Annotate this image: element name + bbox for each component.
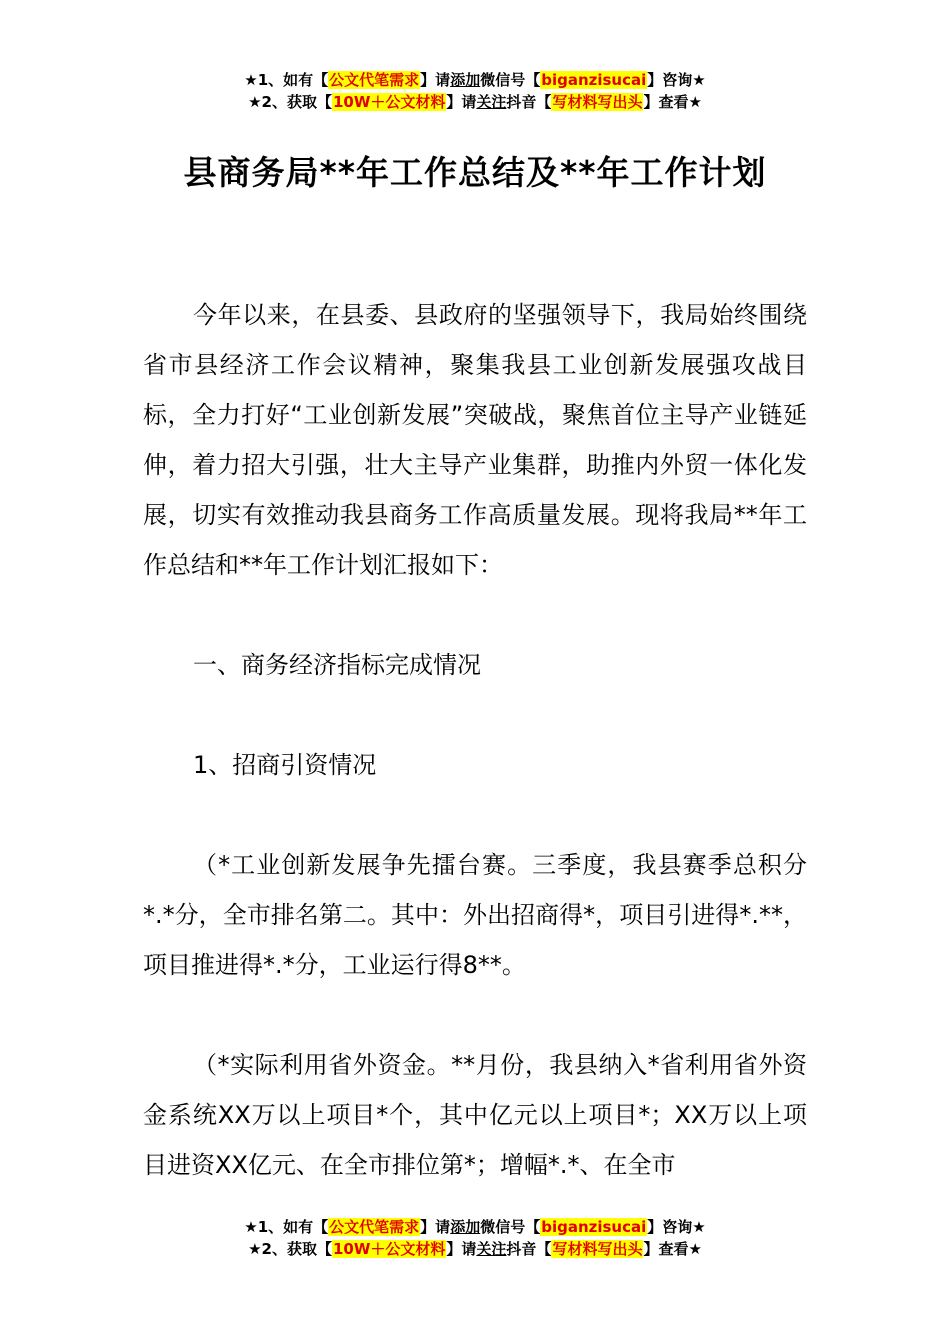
body-paragraph: （*工业创新发展争先擂台赛。三季度，我县赛季总积分*.*分，全市排名第二。其中：外出招商得*，项目引进得*.**，项目推进得*.*分，工业运行得8**。	[143, 851, 807, 979]
subsection-heading: 1、招商引资情况	[193, 751, 377, 779]
banner-line-2: ★2、获取【10W＋公文材料】请关注抖音【写材料写出头】查看★	[248, 93, 702, 111]
banner-highlight: 10W＋公文材料	[332, 1240, 446, 1258]
banner-line-1: ★1、如有【公文代笔需求】请添加微信号【biganzisucai】咨询★	[244, 71, 706, 89]
footer-banner	[0, 1216, 950, 1260]
document-title: 县商务局**年工作总结及**年工作计划	[183, 153, 767, 192]
banner-highlight: 公文代笔需求	[329, 71, 420, 89]
banner-wechat-id: biganzisucai	[541, 1218, 647, 1236]
body-paragraph: （*实际利用省外资金。**月份，我县纳入*省利用省外资金系统XX万以上项目*个，其中亿元以上项目*；XX万以上项目进资XX亿元、在全市排位第*；增幅*.*、在全市	[143, 1051, 807, 1179]
intro-paragraph: 今年以来，在县委、县政府的坚强领导下，我局始终围绕省市县经济工作会议精神，聚集我县工业创新发展强攻战目标，全力打好“工业创新发展”突破战，聚焦首位主导产业链延伸，着力招大引强，壮大主导产业集群，助推内外贸一体化发展，切实有效推动我县商务工作高质量发展。现将我局**年工作总结和**年工作计划汇报如下：	[143, 301, 807, 579]
section-heading: 一、商务经济指标完成情况	[193, 651, 481, 679]
document-body	[143, 290, 807, 1190]
banner-douyin-id: 写材料写出头	[552, 1240, 643, 1258]
header-banner	[0, 69, 950, 113]
banner-line-2: ★2、获取【10W＋公文材料】请关注抖音【写材料写出头】查看★	[248, 1240, 702, 1258]
banner-line-1: ★1、如有【公文代笔需求】请添加微信号【biganzisucai】咨询★	[244, 1218, 706, 1236]
banner-highlight: 10W＋公文材料	[332, 93, 446, 111]
banner-douyin-id: 写材料写出头	[552, 93, 643, 111]
banner-wechat-id: biganzisucai	[541, 71, 647, 89]
banner-highlight: 公文代笔需求	[329, 1218, 420, 1236]
